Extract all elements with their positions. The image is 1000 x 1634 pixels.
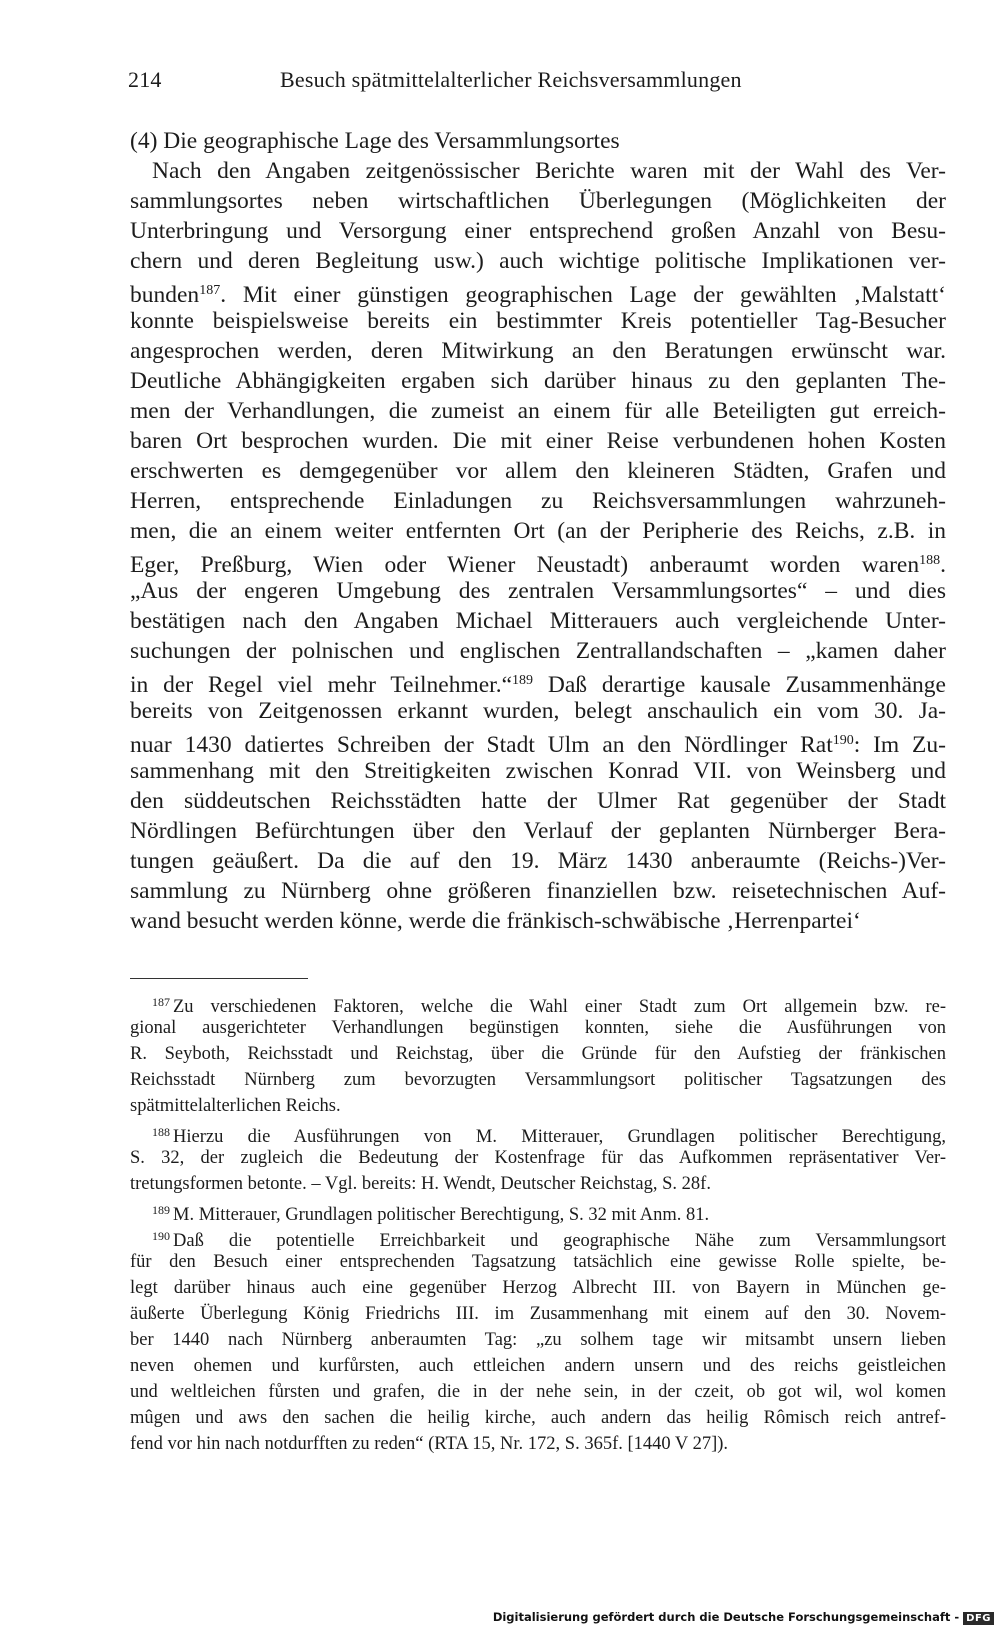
page-number: 214: [128, 67, 162, 92]
footnote-line: äußerte Überlegung König Friedrichs III. im Zusammenhang mit einem auf den 30. Novem-: [130, 1304, 946, 1324]
page-header: [128, 66, 870, 94]
text-line: [130, 726, 946, 756]
running-title: Besuch spätmittelalterlicher Reichsversammlungen: [280, 67, 742, 92]
footnotes: [130, 989, 946, 1457]
footnote-line: legt darüber hinaus auch eine gegenüber Herzog Albrecht III. von Bayern in München ge-: [130, 1278, 946, 1298]
footnote-line: gional ausgerichteter Verhandlungen begünstigen konnten, siehe die Ausführungen von: [130, 1018, 946, 1038]
footnote-line: tretungsformen betonte. – Vgl. bereits: H. Wendt, Deutscher Reichstag, S. 28f.: [130, 1174, 711, 1194]
footnote-ref-188: 188: [919, 553, 941, 568]
footnote-divider: [130, 978, 308, 979]
text-fragment: .: [940, 552, 946, 578]
main-text: [130, 126, 946, 936]
footnote-line: für den Besuch einer entsprechenden Tagsatzung tatsächlich eine gewisse Rolle spielte, be-: [130, 1252, 946, 1272]
text-line: Nach den Angaben zeitgenössischer Berichte waren mit der Wahl des Ver-: [152, 158, 946, 184]
footnote-text: Daß die potentielle Erreichbarkeit und geographische Nähe zum Versammlungsort: [173, 1231, 946, 1251]
footnote-187: [130, 989, 946, 1015]
text-line: wand besucht werden könne, werde die fränkisch-schwäbische ‚Herrenpartei‘: [130, 908, 861, 934]
text-line: tungen geäußert. Da die auf den 19. März 1430 anberaumte (Reichs-)Ver-: [130, 848, 946, 874]
footnote-line: fend vor hin nach notdurfften zu reden“ (RTA 15, Nr. 172, S. 365f. [1440 V 27]).: [130, 1434, 729, 1454]
footnote-188: [130, 1119, 946, 1145]
footnote-190: [130, 1223, 946, 1249]
text-fragment: : Im Zu-: [853, 732, 946, 758]
text-line: „Aus der engeren Umgebung des zentralen Versammlungsortes“ – und dies: [130, 578, 946, 604]
text-line: bestätigen nach den Angaben Michael Mitterauers auch vergleichende Unter-: [130, 608, 946, 634]
text-line: bereits von Zeitgenossen erkannt wurden, belegt anschaulich ein vom 30. Ja-: [130, 698, 946, 724]
footnote-number: 187: [152, 995, 170, 1009]
footnote-number: 190: [152, 1229, 170, 1243]
footnote-ref-187: 187: [199, 283, 221, 298]
footnote-text: Zu verschiedenen Faktoren, welche die Wahl einer Stadt zum Ort allgemein bzw. re-: [173, 997, 946, 1017]
text-line: sammlung zu Nürnberg ohne größeren finanziellen bzw. reisetechnischen Auf-: [130, 878, 946, 904]
footnote-ref-190: 190: [832, 733, 854, 748]
text-line: Unterbringung und Versorgung einer entsprechend großen Anzahl von Besu-: [130, 218, 946, 244]
text-line: erschwerten es demgegenüber vor allem den kleineren Städten, Grafen und: [130, 458, 946, 484]
text-line: sammenhang mit den Streitigkeiten zwischen Konrad VII. von Weinsberg und: [130, 758, 946, 784]
footnote-line: Reichsstadt Nürnberg zum bevorzugten Versammlungsort politischer Tagsatzungen des: [130, 1070, 946, 1090]
text-fragment: bunden: [130, 282, 200, 308]
footnote-line: ber 1440 nach Nürnberg anberaumten Tag: „zu solhem tage wir mitsambt unsern lieben: [130, 1330, 946, 1350]
text-line: chern und deren Begleitung usw.) auch wichtige politische Implikationen ver-: [130, 248, 946, 274]
text-line: suchungen der polnischen und englischen Zentrallandschaften – „kamen daher: [130, 638, 946, 664]
text-line: sammlungsortes neben wirtschaftlichen Überlegungen (Möglichkeiten der: [130, 188, 946, 214]
section-heading: (4) Die geographische Lage des Versammlungsortes: [130, 128, 620, 154]
text-line: men, die an einem weiter entfernten Ort (an der Peripherie des Reichs, z.B. in: [130, 518, 946, 544]
footnote-number: 189: [152, 1203, 170, 1217]
text-fragment: Mit einer günstigen geographischen Lage der gewählten ‚Malstatt‘: [242, 282, 946, 308]
digitization-footer: [493, 1610, 994, 1625]
text-line: den süddeutschen Reichsstädten hatte der Ulmer Rat gegenüber der Stadt: [130, 788, 946, 814]
text-line: men der Verhandlungen, die zumeist an einem für alle Beteiligten gut erreich-: [130, 398, 946, 424]
dfg-logo: DFG: [963, 1612, 994, 1625]
footnote-ref-189: 189: [512, 673, 534, 688]
text-line: Nördlingen Befürchtungen über den Verlauf der geplanten Nürnberger Bera-: [130, 818, 946, 844]
footnote-number: 188: [152, 1125, 170, 1139]
text-fragment: in der Regel viel mehr Teilnehmer.“: [130, 672, 513, 698]
footnote-line: spätmittelalterlichen Reichs.: [130, 1096, 341, 1116]
footer-text: Digitalisierung gefördert durch die Deutsche Forschungsgemeinschaft -: [492, 1610, 960, 1624]
text-line: Herren, entsprechende Einladungen zu Reichsversammlungen wahrzuneh-: [130, 488, 946, 514]
footnote-text: M. Mitterauer, Grundlagen politischer Berechtigung, S. 32 mit Anm. 81.: [173, 1205, 710, 1225]
footnote-line: S. 32, der zugleich die Bedeutung der Kostenfrage für das Aufkommen repräsentativer Ver-: [130, 1148, 946, 1168]
text-line: [130, 666, 946, 696]
text-line: Deutliche Abhängigkeiten ergaben sich darüber hinaus zu den geplanten The-: [130, 368, 946, 394]
text-fragment: nuar 1430 datiertes Schreiben der Stadt Ulm an den Nördlinger Rat: [130, 732, 833, 758]
text-line: bunden$^{187}$. Mit einer günstigen geographischen Lage der gewählten ‚Malstatt‘: [130, 282, 946, 308]
footnote-text: Hierzu die Ausführungen von M. Mitterauer, Grundlagen politischer Berechtigung,: [173, 1127, 946, 1147]
footnote-line: R. Seyboth, Reichsstadt und Reichstag, über die Gründe für den Aufstieg der fränkischen: [130, 1044, 946, 1064]
text-line: konnte beispielsweise bereits ein bestimmter Kreis potentieller Tag-Besucher: [130, 308, 946, 334]
footnote-line: mûgen und aws den sachen die heilig kirche, auch andern das heilig Rômisch reich antref-: [130, 1408, 946, 1428]
footnote-line: neven ohemen und kurfůrsten, auch ettleichen andern unsern und des reichs geistleichen: [130, 1356, 946, 1376]
footnote-line: und weltleichen fůrsten und grafen, die in der nehe sein, in der czeit, ob got wil, wol komen: [130, 1382, 946, 1402]
text-line: angesprochen werden, deren Mitwirkung an den Beratungen erwünscht war.: [130, 338, 946, 364]
text-fragment: Eger, Preßburg, Wien oder Wiener Neustadt) anberaumt worden waren: [130, 552, 920, 578]
text-fragment: Daß derartige kausale Zusammenhänge: [547, 672, 946, 698]
footnote-189: [130, 1197, 946, 1223]
text-line: [130, 546, 946, 576]
text-line: baren Ort besprochen wurden. Die mit einer Reise verbundenen hohen Kosten: [130, 428, 946, 454]
